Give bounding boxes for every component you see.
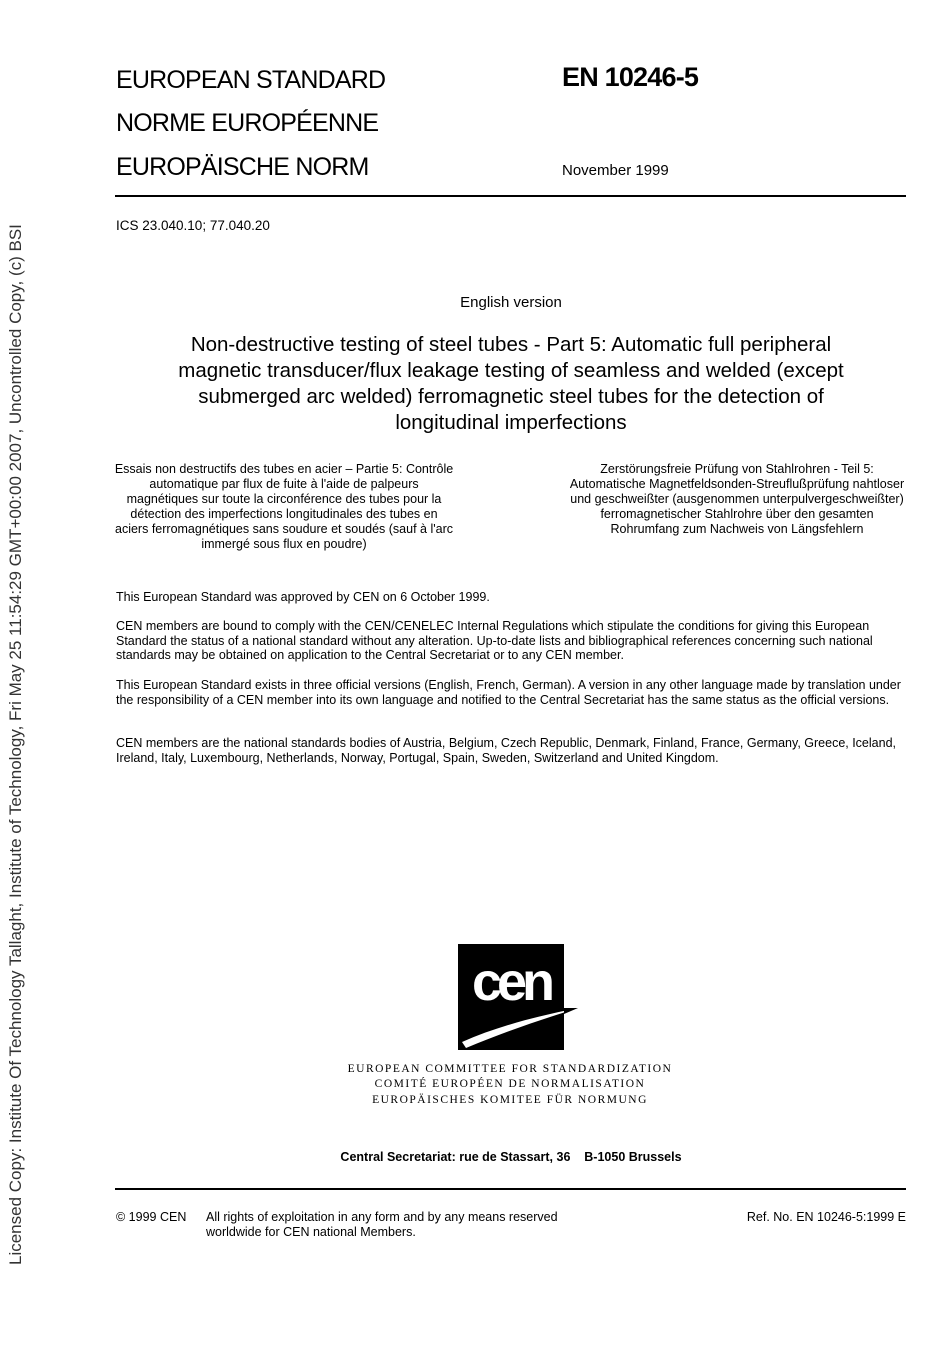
cen-logo: [458, 944, 582, 1050]
document-title: Non-destructive testing of steel tubes - Part 5: Automatic full peripheral magnetic transducer/flux leakage testing of seamless and welded (except submerged arc welded) ferromagnetic steel tubes for the detection of longitudinal imperfections: [178, 333, 844, 434]
footer-rule: [115, 1188, 906, 1190]
publication-date: November 1999: [562, 162, 669, 179]
french-title: Essais non destructifs des tubes en acier – Partie 5: Contrôle automatique par flux de fuite à l'aide de palpeurs magnétiques sur toute la circonférence des tubes pour la détection des imperfections longitudinales des tubes en aciers ferromagnétiques sans soudure et soudés (sauf à l'arc immergé sous flux en poudre): [114, 462, 454, 551]
committee-name-en: EUROPEAN COMMITTEE FOR STANDARDIZATION: [347, 1063, 673, 1075]
header-line-en: EUROPEAN STANDARD: [116, 66, 386, 94]
header-line-de: EUROPÄISCHE NORM: [116, 153, 369, 181]
header-line-fr: NORME EUROPÉENNE: [116, 109, 379, 137]
committee-name-fr: COMITÉ EUROPÉEN DE NORMALISATION: [374, 1078, 646, 1090]
german-title: Zerstörungsfreie Prüfung von Stahlrohren - Teil 5: Automatische Magnetfeldsonden-Streuflußprüfung nahtloser und geschweißter (ausgenommen unterpulvergeschweißter) ferromagnetischer Stahlrohre über den gesamten Rohrumfang zum Nachweis von Längsfehlern: [569, 462, 905, 536]
cen-logo-text: cen: [471, 952, 551, 1012]
standard-number: EN 10246-5: [562, 62, 699, 92]
central-secretariat: Central Secretariat: rue de Stassart, 36 B-1050 Brussels: [340, 1150, 682, 1164]
reference-number: Ref. No. EN 10246-5:1999 E: [746, 1210, 906, 1224]
license-watermark: Licensed Copy: Institute Of Technology Tallaght, Institute of Technology, Fri May 25 11:54:29 GMT+00:00 2007, Uncontrolled Copy, (c) BSI: [6, 224, 25, 1265]
members-paragraph: CEN members are the national standards bodies of Austria, Belgium, Czech Republic, Denmark, Finland, France, Germany, Greece, Iceland, Ireland, Italy, Luxembourg, Netherlands, Norway, Portugal, Spain, Sweden, Switzerland and United Kingdom.: [116, 736, 896, 765]
regulations-paragraph: CEN members are bound to comply with the CEN/CENELEC Internal Regulations which stipulate the conditions for giving this European Standard the status of a national standard without any alteration. Up-to-date lists and bibliographical references concerning such national standards may be obtained on application to the Central Secretariat or to any CEN member.: [116, 619, 873, 662]
rights-notice: All rights of exploitation in any form and by any means reserved worldwide for CEN national Members.: [206, 1210, 558, 1239]
committee-name-de: EUROPÄISCHES KOMITEE FÜR NORMUNG: [372, 1094, 648, 1106]
versions-paragraph: This European Standard exists in three official versions (English, French, German). A version in any other language made by translation under the responsibility of a CEN member into its own language and notified to the Central Secretariat has the same status as the official versions.: [116, 678, 901, 707]
copyright: © 1999 CEN: [116, 1210, 187, 1224]
header-rule: [115, 195, 906, 197]
version-label: English version: [460, 294, 562, 311]
ics-codes: ICS 23.040.10; 77.040.20: [116, 218, 270, 233]
cen-logo-graphic: [458, 944, 582, 1050]
approval-paragraph: This European Standard was approved by CEN on 6 October 1999.: [116, 590, 490, 604]
